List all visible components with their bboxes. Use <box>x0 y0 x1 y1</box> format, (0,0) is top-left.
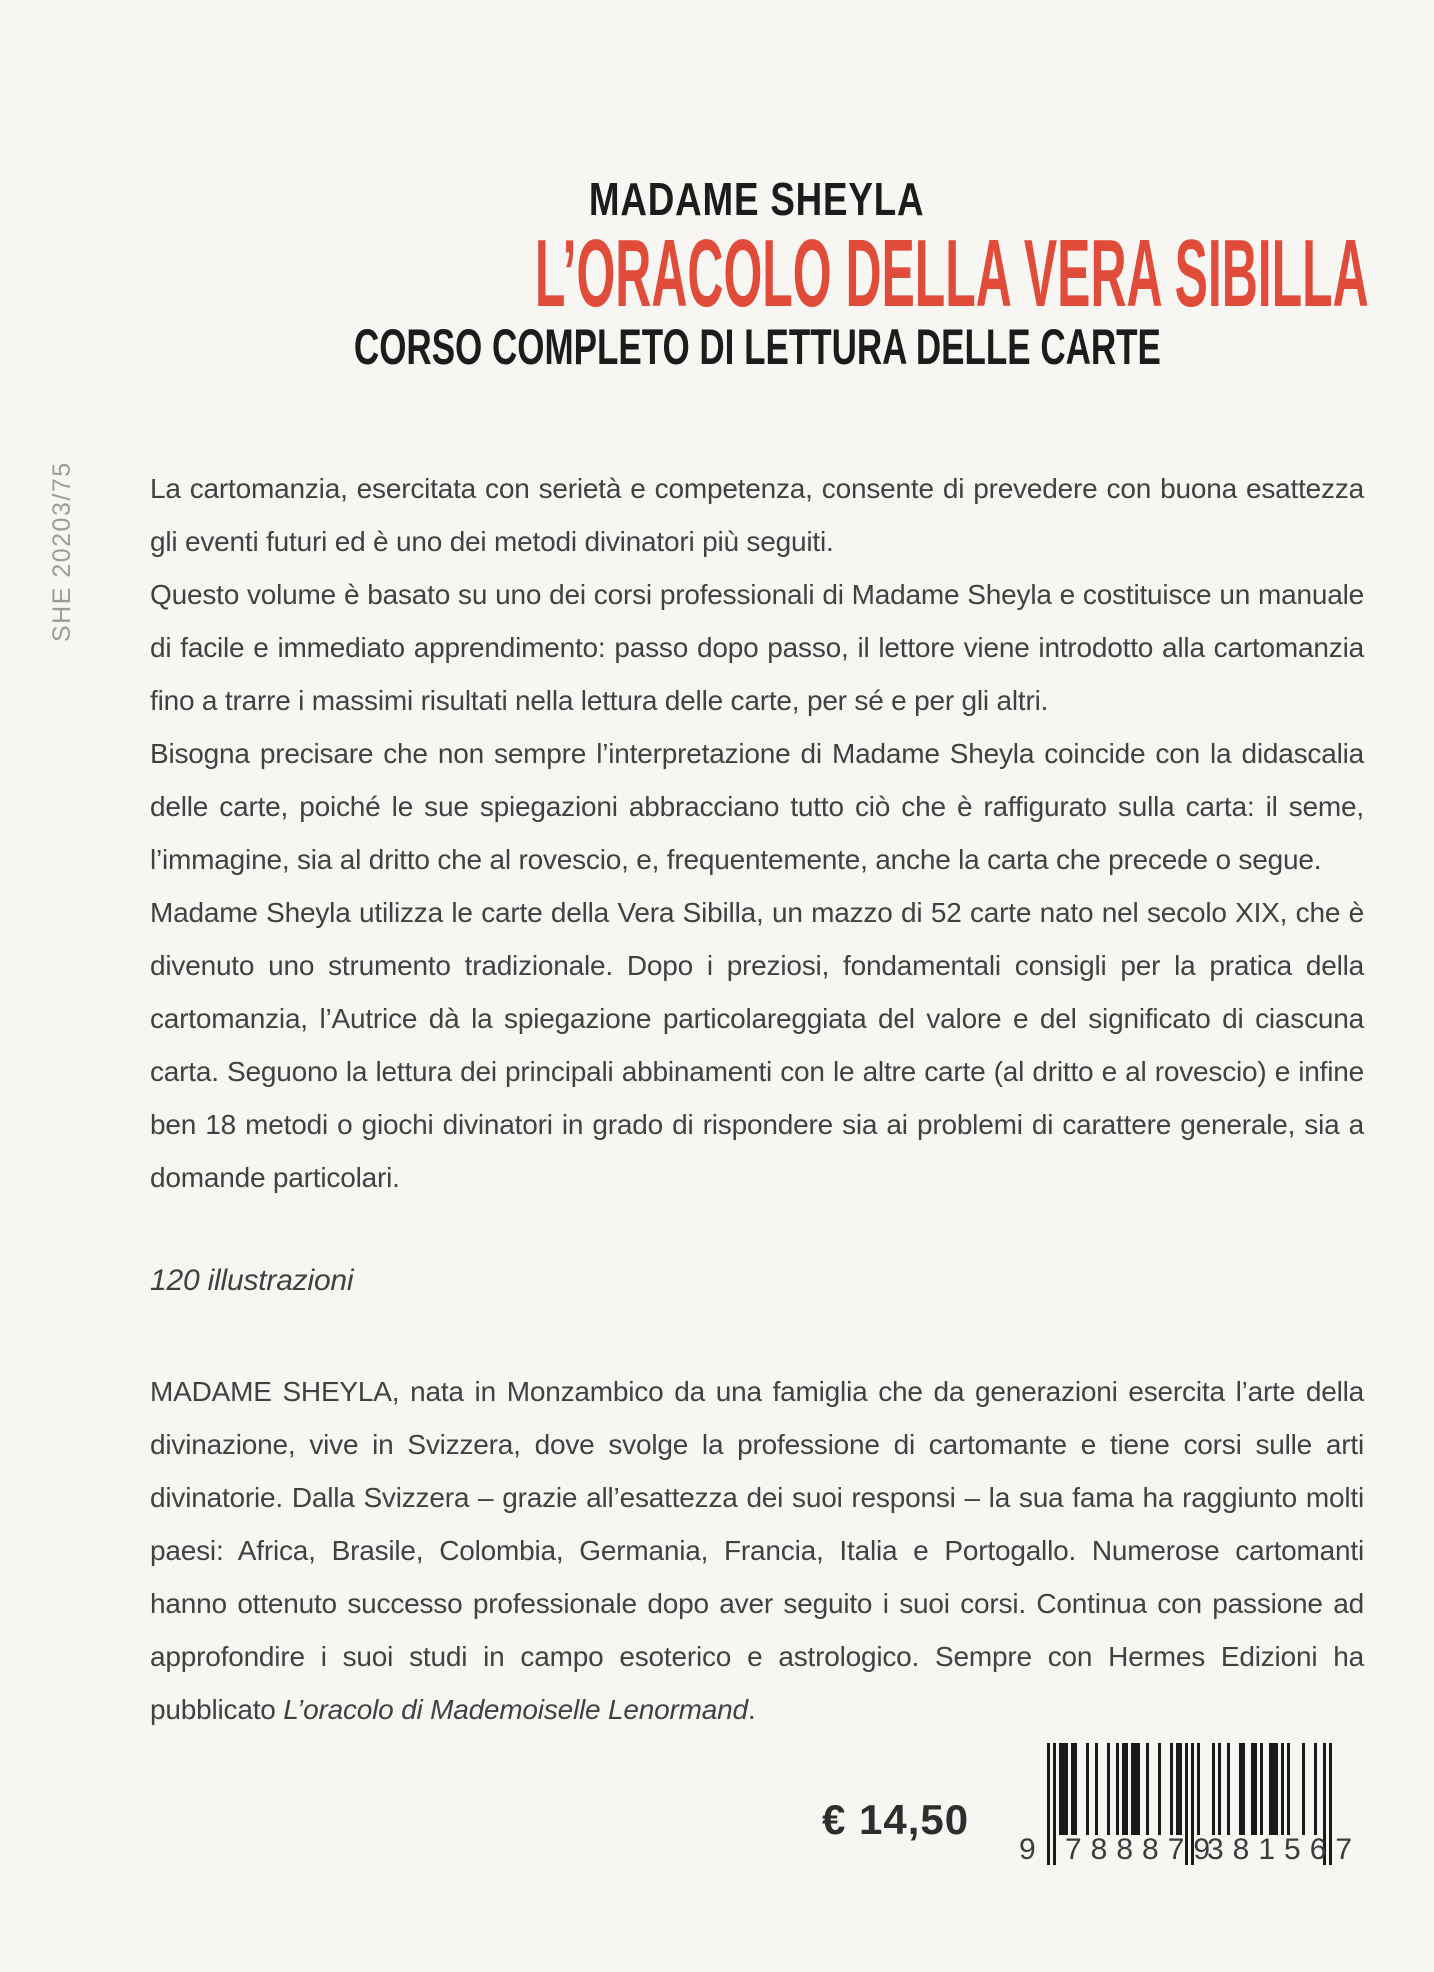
book-subtitle: CORSO COMPLETO DI LETTURA DELLE CARTE <box>353 319 1161 375</box>
author-bio-text-end: . <box>747 1694 756 1725</box>
author-bio <box>150 1365 1364 1736</box>
edition-code: SHE 20203/75 <box>48 461 76 642</box>
author-bio-text: MADAME SHEYLA, nata in Monzambico da una famiglia che da generazioni esercita l’arte della divinazione, vive in Svizzera, dove svolge la professione di cartomante e tiene corsi sulle arti divinatorie. Dalla Svizzera – grazie all’esattezza dei suoi responsi – la sua fama ha raggiunto molti paesi: Africa, Brasile, Colombia, Germania, Francia, Italia e Portogallo. Numerose cartomanti hanno ottenuto successo professionale dopo aver seguito i suoi corsi. Continua con passione ad approfondire i suoi studi in campo esoterico e astrologico. Sempre con Hermes Edizioni ha pubblicato <box>150 1376 1364 1725</box>
barcode <box>1019 1743 1362 1868</box>
price-label: € 14,50 <box>822 1796 970 1843</box>
description-paragraph: Madame Sheyla utilizza le carte della Vera Sibilla, un mazzo di 52 carte nato nel secolo XIX, che è divenuto uno strumento tradizionale. Dopo i preziosi, fondamentali consigli per la pratica della cartomanzia, l’Autrice dà la spiegazione particolareggiata del valore e del significato di ciascuna carta. Seguono la lettura dei principali abbinamenti con le altre carte (al dritto e al rovescio) e infine ben 18 metodi o giochi divinatori in grado di rispondere sia ai problemi di carattere generale, sia a domande particolari. <box>150 897 1364 1193</box>
description-paragraph: La cartomanzia, esercitata con serietà e competenza, consente di prevedere con buona esattezza gli eventi futuri ed è uno dei metodi divinatori più seguiti. <box>150 473 1364 557</box>
book-title: L’ORACOLO DELLA VERA SIBILLA <box>534 220 1369 327</box>
cited-book-title: L’oracolo di Mademoiselle Lenormand <box>283 1694 748 1725</box>
description-paragraph: Bisogna precisare che non sempre l’interpretazione di Madame Sheyla coincide con la didascalia delle carte, poiché le sue spiegazioni abbracciano tutto ciò che è raffigurato sulla carta: il seme, l’immagine, sia al dritto che al rovescio, e, frequentemente, anche la carta che precede o segue. <box>150 738 1364 875</box>
author-name: MADAME SHEYLA <box>589 173 925 225</box>
barcode-digit-group1: 788879 <box>1065 1833 1220 1866</box>
description-paragraph: Questo volume è basato su uno dei corsi professionali di Madame Sheyla e costituisce un manuale di facile e immediato apprendimento: passo dopo passo, il lettore viene introdotto alla cartomanzia fino a trarre i massimi risultati nella lettura delle carte, per sé e per gli altri. <box>150 579 1364 716</box>
barcode-digits <box>1019 1833 1362 1867</box>
illustrations-note: 120 illustrazioni <box>150 1264 354 1297</box>
back-cover-text <box>150 462 1364 1736</box>
barcode-digit-group2: 381567 <box>1207 1833 1362 1866</box>
barcode-digit-lead: 9 <box>1019 1833 1036 1866</box>
